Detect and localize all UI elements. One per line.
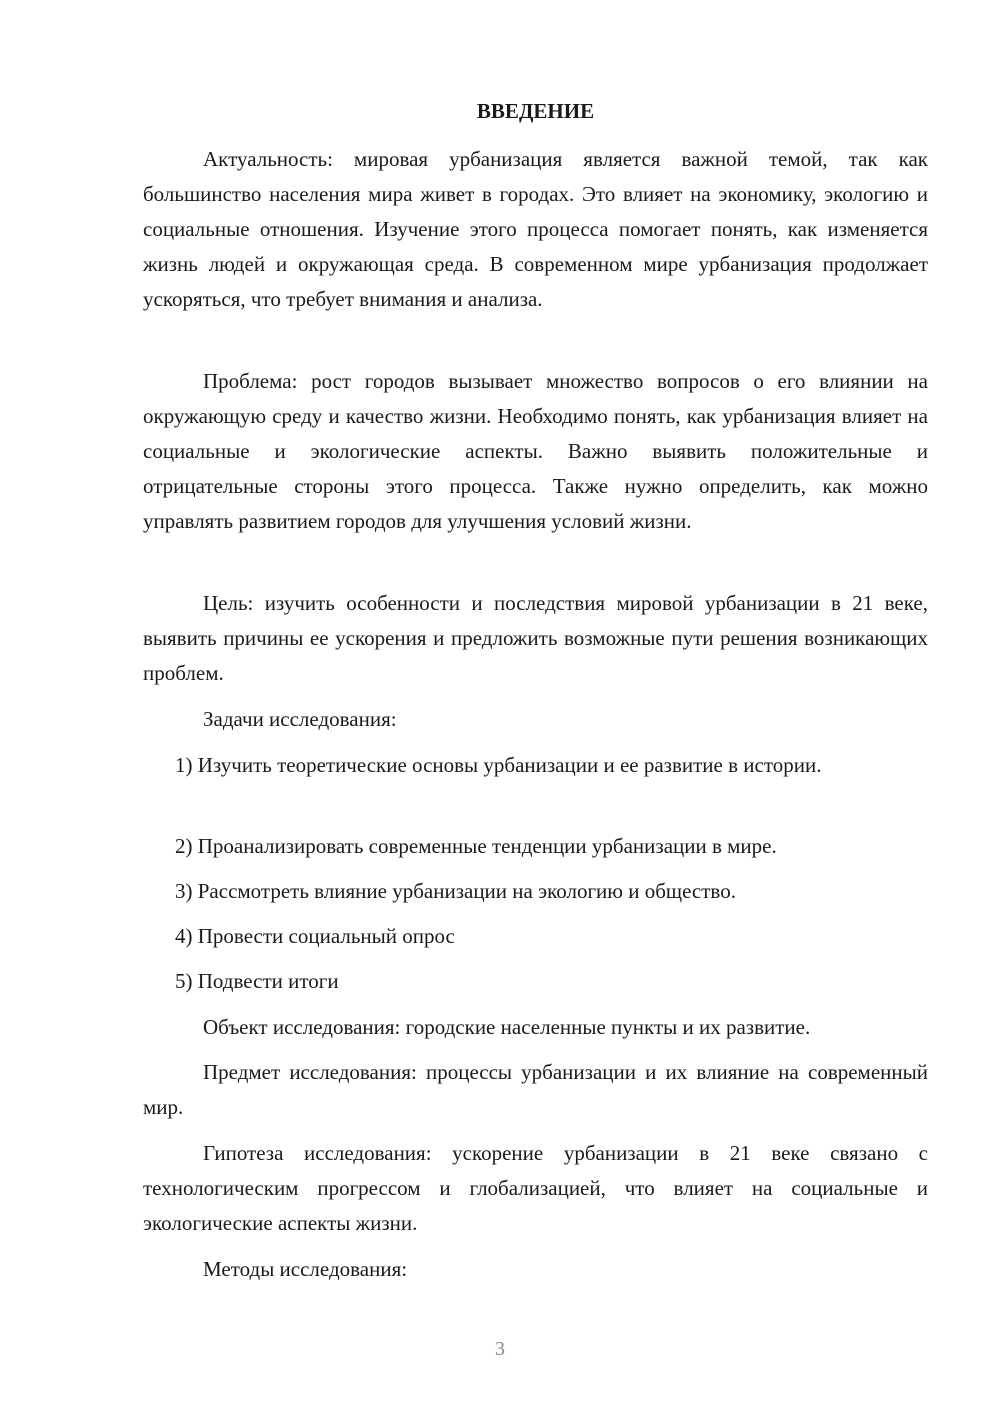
task-item-4: 4) Провести социальный опрос: [175, 924, 455, 948]
paragraph-hypothesis: Гипотеза исследования: ускорение урбанизации в 21 веке связано с технологическим прогрессом и глобализацией, что влияет на социальные и экологические аспекты жизни.: [143, 1141, 928, 1235]
section-title: ВВЕДЕНИЕ: [476, 99, 595, 123]
task-item-5: 5) Подвести итоги: [175, 969, 339, 993]
paragraph-problem: Проблема: рост городов вызывает множество вопросов о его влиянии на окружающую среду и качество жизни. Необходимо понять, как урбанизация влияет на социальные и экологические аспекты. Важно выявить положительные и отрицательные стороны этого процесса. Также нужно определить, как можно управлять развитием городов для улучшения условий жизни.: [143, 369, 928, 533]
paragraph-relevance: Актуальность: мировая урбанизация является важной темой, так как большинство населения мира живет в городах. Это влияет на экономику, экологию и социальные отношения. Изучение этого процесса помогает понять, как изменяется жизнь людей и окружающая среда. В современном мире урбанизация продолжает ускоряться, что требует внимания и анализа.: [143, 147, 928, 311]
paragraph-object: Объект исследования: городские населенные пункты и их развитие.: [203, 1015, 811, 1039]
task-item-2: 2) Проанализировать современные тенденции урбанизации в мире.: [175, 834, 777, 858]
task-item-1: 1) Изучить теоретические основы урбанизации и ее развитие в истории.: [175, 753, 822, 777]
tasks-title: Задачи исследования:: [203, 707, 397, 731]
paragraph-goal: Цель: изучить особенности и последствия мировой урбанизации в 21 веке, выявить причины ее ускорения и предложить возможные пути решения возникающих проблем.: [143, 591, 928, 685]
task-item-3: 3) Рассмотреть влияние урбанизации на экологию и общество.: [175, 879, 736, 903]
methods-title: Методы исследования:: [203, 1257, 408, 1281]
paragraph-subject: Предмет исследования: процессы урбанизации и их влияние на современный мир.: [143, 1060, 928, 1119]
page-number: 3: [495, 1338, 505, 1360]
